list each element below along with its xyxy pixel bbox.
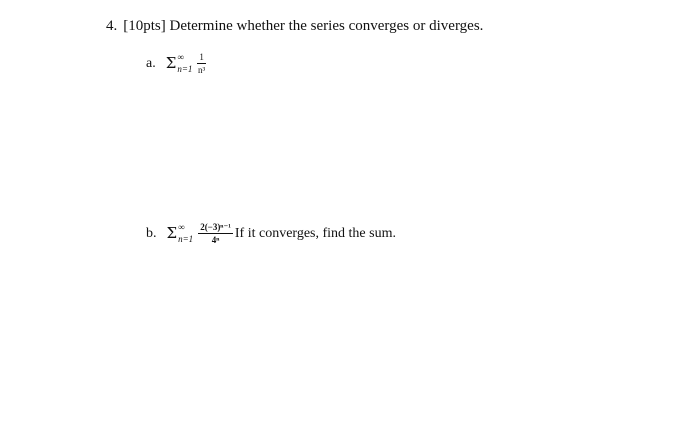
part-a	[146, 52, 206, 75]
part-a-fraction	[197, 52, 206, 75]
part-b-label: b.	[146, 225, 157, 241]
part-b-instruction: If it converges, find the sum.	[234, 225, 396, 241]
part-b-series	[167, 222, 233, 245]
part-b-sigma: Σ	[166, 224, 178, 242]
part-b	[146, 222, 396, 245]
part-a-numerator: 1	[199, 52, 204, 62]
part-b-denominator: 4ⁿ	[211, 235, 220, 245]
part-a-limits	[177, 51, 193, 74]
part-b-upper-limit: ∞	[178, 221, 185, 232]
part-b-limits	[178, 221, 194, 244]
question-number: 4.	[106, 18, 118, 34]
question-text: [10pts] Determine whether the series converges or diverges.	[123, 18, 484, 34]
part-a-series	[166, 52, 206, 75]
part-a-lower-limit: n=1	[177, 63, 193, 74]
part-b-numerator: 2(−3)ⁿ⁻¹	[200, 222, 231, 232]
part-a-sigma: Σ	[165, 54, 177, 72]
part-a-denominator: n³	[198, 65, 206, 75]
part-a-label: a.	[146, 55, 156, 71]
part-b-fraction	[198, 222, 233, 245]
part-b-lower-limit: n=1	[178, 233, 194, 244]
part-a-upper-limit: ∞	[177, 51, 184, 62]
question-heading	[106, 18, 483, 35]
